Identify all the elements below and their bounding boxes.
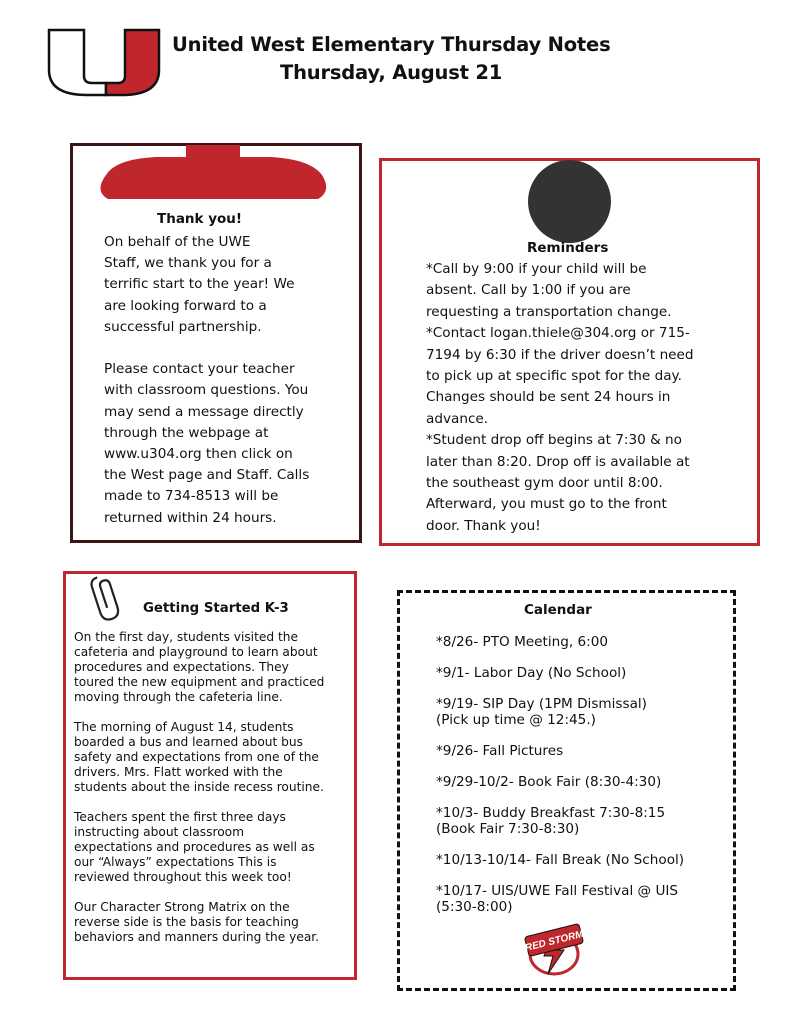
red-storm-logo xyxy=(522,922,586,978)
calendar-item: *9/26- Fall Pictures xyxy=(436,743,564,759)
thank-you-heading: Thank you! xyxy=(157,211,243,227)
paperclip-icon xyxy=(88,572,122,624)
calendar-list xyxy=(436,634,736,930)
calendar-heading: Calendar xyxy=(524,602,592,618)
calendar-item: *9/1- Labor Day (No School) xyxy=(436,665,627,681)
calendar-item: *9/19- SIP Day (1PM Dismissal) (Pick up time @ 12:45.) xyxy=(436,696,647,728)
school-u-logo xyxy=(47,26,162,99)
calendar-item: *8/26- PTO Meeting, 6:00 xyxy=(436,634,609,650)
thank-you-body: On behalf of the UWE Staff, we thank you for a terrific start to the year! We are looking forward to a successful partnership. Please contact your teacher with classroom questions. You may send a message directly through the webpage at www.u304.org then click on the West page and Staff. Calls made to 734-8513 will be returned within 24 hours. xyxy=(104,234,310,526)
newsletter-date: Thursday, August 21 xyxy=(280,61,503,84)
pin-circle-icon xyxy=(528,160,611,243)
calendar-item: *9/29-10/2- Book Fair (8:30-4:30) xyxy=(436,774,662,790)
clipboard-clip-icon xyxy=(96,145,330,203)
calendar-item: *10/17- UIS/UWE Fall Festival @ UIS (5:30-8:00) xyxy=(436,883,679,915)
getting-started-body: On the first day, students visited the cafeteria and playground to learn about procedures and expectations. They toured the new equipment and practiced moving through the cafeteria line. The morning of August 14, students boarded a bus and learned about bus safety and expectations from one of the drivers. Mrs. Flatt worked with the students about the inside recess routine. Teachers spent the first three days instructing about classroom expectations and procedures as well as our “Always” expectations This is reviewed throughout this week too! Our Character Strong Matrix on the reverse side is the basis for teaching behaviors and manners during the year. xyxy=(74,630,325,944)
calendar-item: *10/3- Buddy Breakfast 7:30-8:15 (Book Fair 7:30-8:30) xyxy=(436,805,666,837)
red-storm-logo-text: RED STORM xyxy=(524,928,585,955)
calendar-item: *10/13-10/14- Fall Break (No School) xyxy=(436,852,685,868)
getting-started-heading: Getting Started K-3 xyxy=(143,601,289,616)
newsletter-title: United West Elementary Thursday Notes xyxy=(172,33,611,56)
reminders-body: *Call by 9:00 if your child will be absent. Call by 1:00 if you are requesting a transportation change. *Contact logan.thiele@304.org or 715- 7194 by 6:30 if the driver doesn’t need to pick up at specific spot for the day. Changes should be sent 24 hours in advance. *Student drop off begins at 7:30 & no later than 8:20. Drop off is available at the southeast gym door until 8:00. Afterward, you must go to the front door. Thank you! xyxy=(426,261,694,534)
reminders-heading: Reminders xyxy=(527,240,609,256)
